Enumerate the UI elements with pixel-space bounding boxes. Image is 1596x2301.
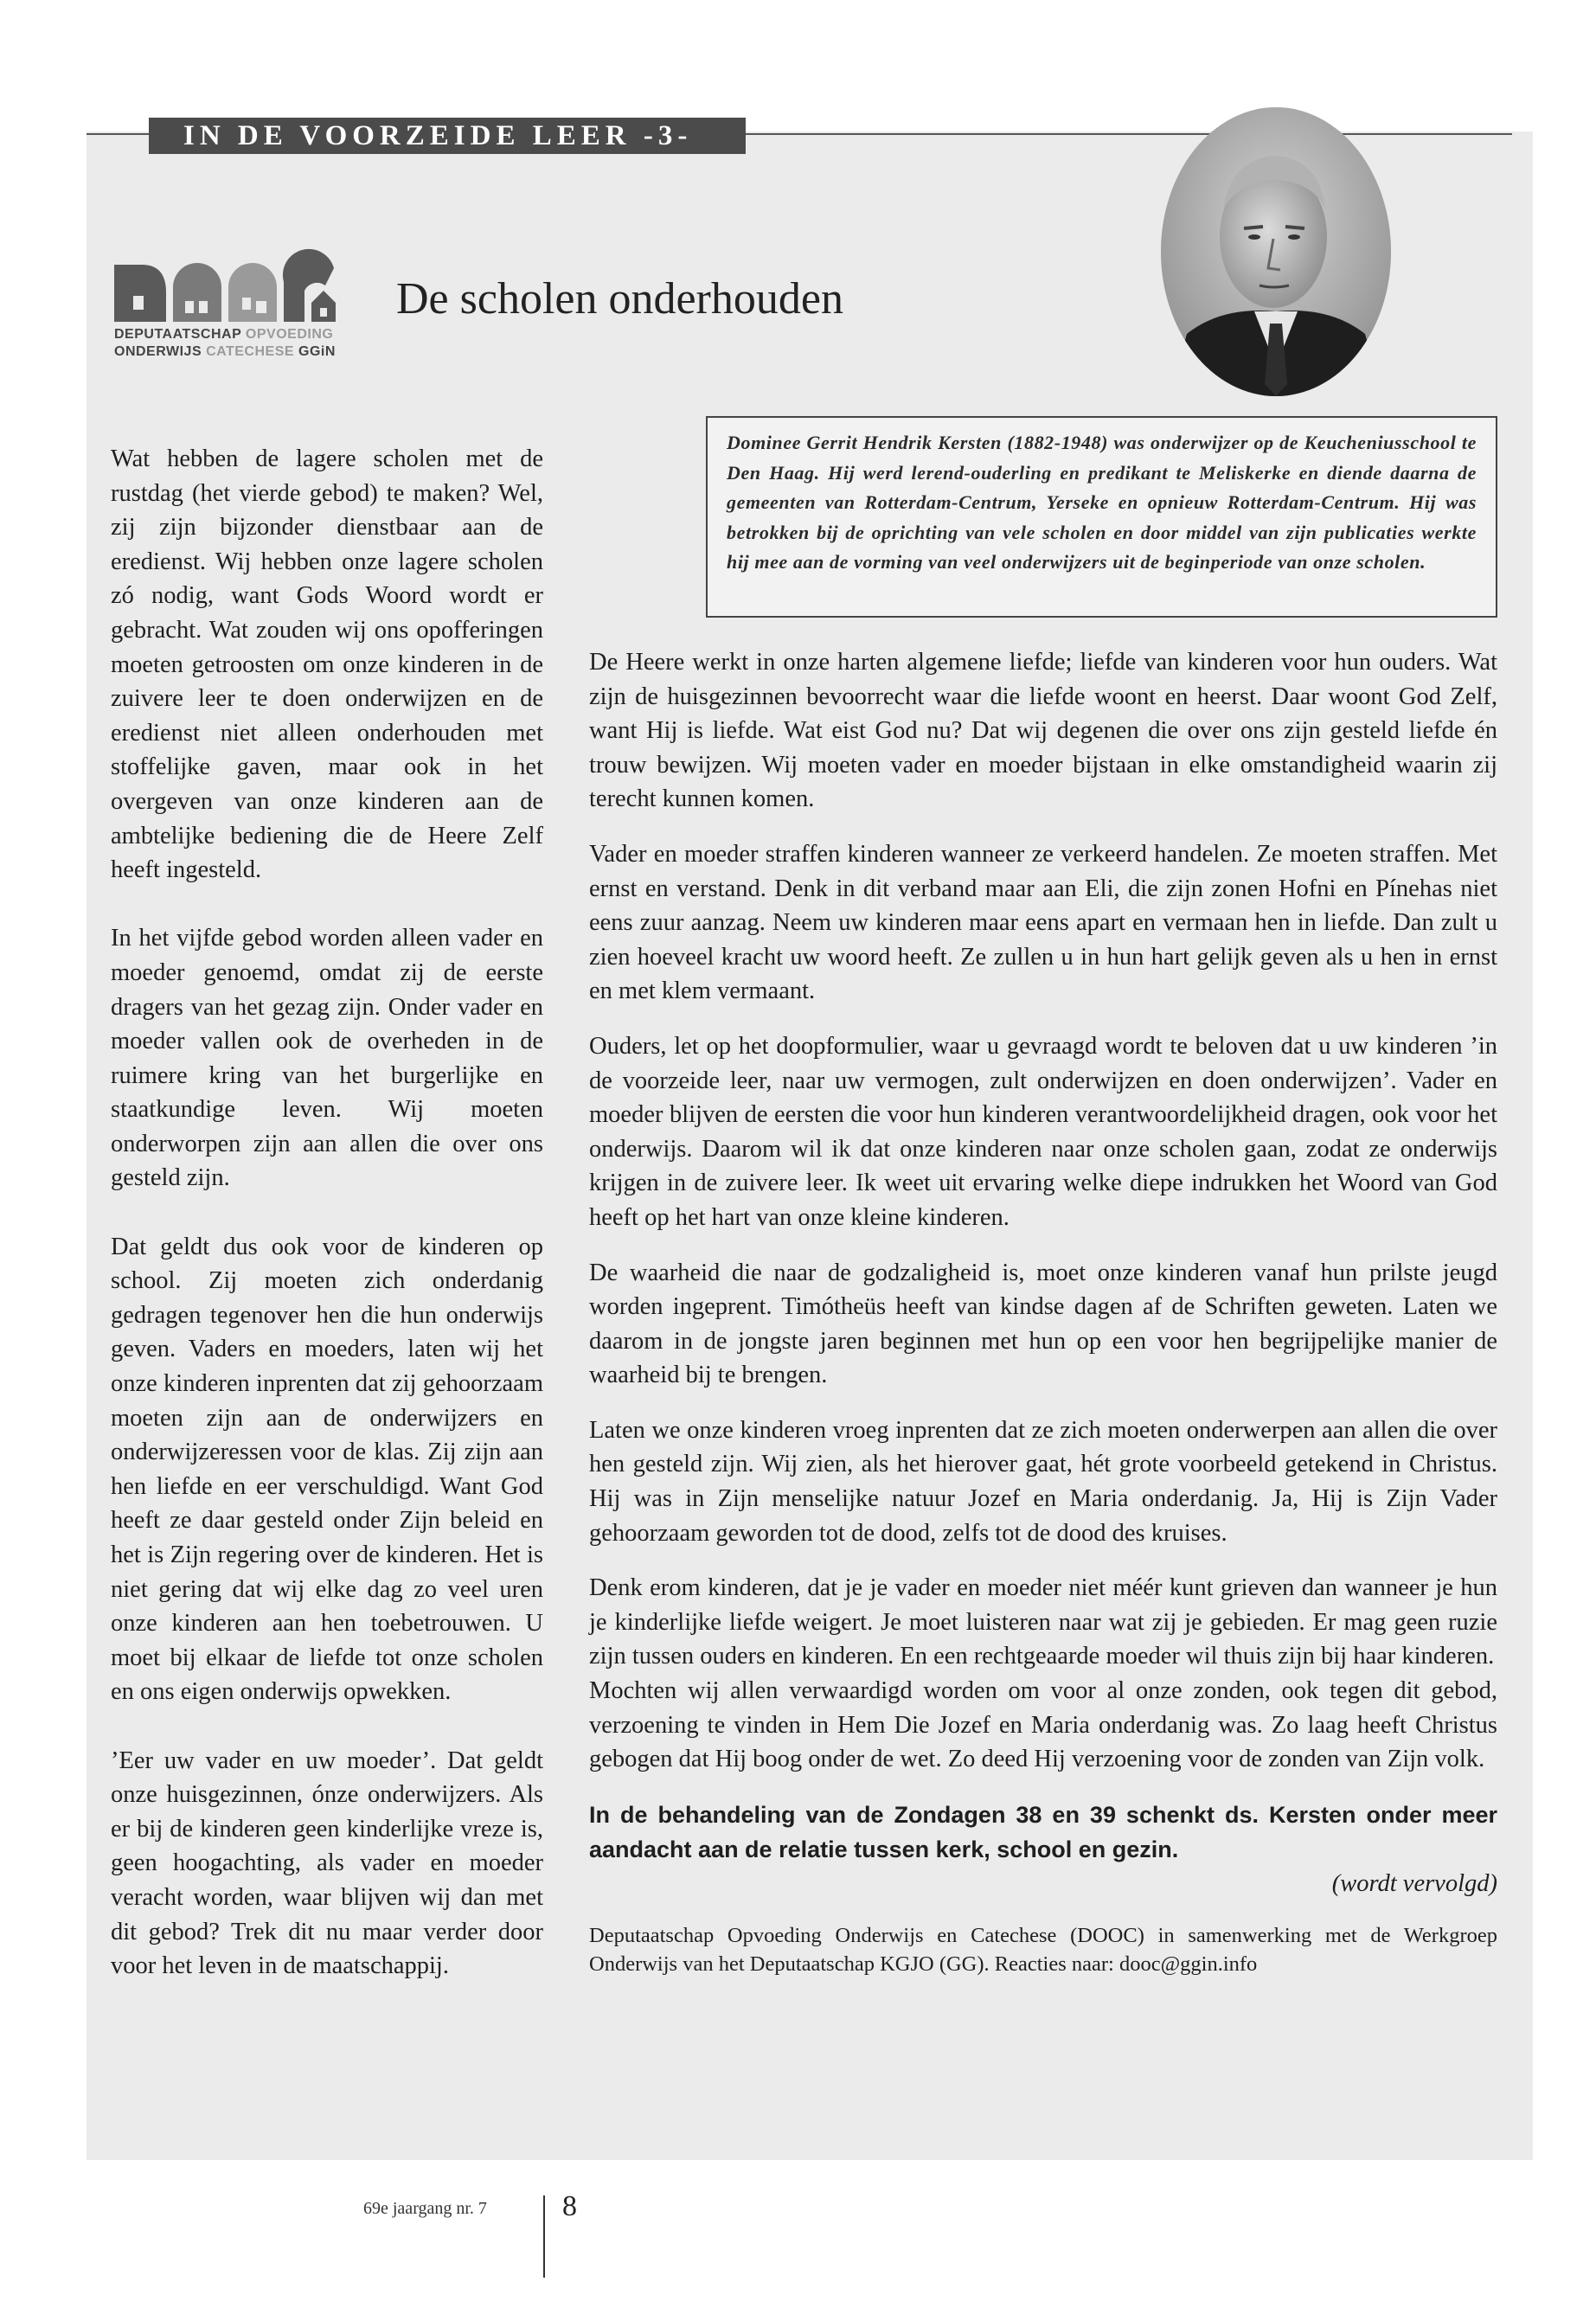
portrait-photo [1161,107,1391,396]
paragraph: Mochten wij allen verwaardigd worden om voor al onze zonden, ook tegen dit gebod, verzoening te vinden in Hem Die Jozef en Maria onderdanig was. Zo laag heeft Christus gebogen dat Hij boog onder de wet. Zo deed Hij verzoening voor de zonden van Zijn volk. [589,1677,1497,1773]
paragraph: Wat hebben de lagere scholen met de rustdag (het vierde gebod) te maken? Wel, zij zijn bijzonder dienstbaar aan de eredienst. Wij hebben onze lagere scholen zó nodig, want Gods Woord wordt er gebracht. Wat zouden wij ons opofferingen moeten getroosten om onze kinderen in de zuivere leer te doen onderwijzen en de eredienst niet alleen onderhouden met stoffelijke gaven, maar ook in het overgeven van onze kinderen aan de ambtelijke bediening die de Heere Zelf heeft ingesteld. [111,445,543,884]
dooc-logo [112,247,355,364]
footer-divider [543,2195,545,2278]
paragraph: De Heere werkt in onze harten algemene liefde; liefde van kinderen voor hun ouders. Wat zijn de huisgezinnen bevoorrecht waar die liefde woont en heerst. Daar woont God Zelf, want Hij is liefde. Wat eist God nu? Dat wij degenen die over ons zijn gesteld liefde én trouw bewijzen. Wij moeten vader en moeder bijstaan in elke omstandigheid waarin zij terecht kunnen komen. [589,649,1497,813]
paragraph: Ouders, let op het doopformulier, waar u gevraagd wordt te beloven dat u uw kinderen ’in de voorzeide leer, naar uw vermogen, zult onderwijzen en doen onderwijzen’. Vader en moeder blijven de eersten die voor hun kinderen verantwoordelijkheid dragen, ook voor het onderwijs. Daarom wil ik dat onze kinderen naar onze scholen gaan, zodat ze onderwijs krijgen in de zuivere leer. Ik weet uit ervaring welke diepe indrukken het Woord van God heeft op het hart van onze kleine kinderen. [589,1032,1497,1231]
bold-note: In de behandeling van de Zondagen 38 en 39 schenkt ds. Kersten onder meer aandacht aan de relatie tussen kerk, school en gezin. [589,1801,1497,1862]
page-number: 8 [562,2190,577,2222]
portrait-image [1161,107,1391,396]
logo-tagline-line2: ONDERWIJS CATECHESE GGiN [114,344,336,359]
paragraph: De waarheid die naar de godzaligheid is, moet onze kinderen vanaf hun prilste jeugd worden ingeprent. Timótheüs heeft van kindse dagen af de Schriften geweten. Laten we daarom in de jongste jaren beginnen met hun op een voor hen begrijpelijke manier de waarheid bij te brengen. [589,1259,1497,1389]
paragraph: Dat geldt dus ook voor de kinderen op school. Zij moeten zich onderdanig gedragen tegenover hen die hun onderwijs geven. Vaders en moeders, laten wij het onze kinderen inprenten dat zij gehoorzaam moeten zijn aan de onderwijzers en onderwijzeressen voor de klas. Zij zijn aan hen liefde en eer verschuldigd. Want God heeft ze daar gesteld onder Zijn beleid en het is Zijn regering over de kinderen. Het is niet gering dat wij elke dag zo veel uren onze kinderen aan hen toebetrouwen. U moet bij elkaar de liefde tot onze scholen en ons eigen onderwijs opwekken. [111,1233,543,1706]
footnote: Deputaatschap Opvoeding Onderwijs en Catechese (DOOC) in samenwerking met de Werkgroep Onderwijs van het Deputaatschap KGJO (GG). Reacties naar: dooc@ggin.info [589,1924,1497,1977]
dooc-logo-icon [112,247,355,325]
paragraph: Laten we onze kinderen vroeg inprenten dat ze zich moeten onderwerpen aan allen die over hen gesteld zijn. Wij zien, als het hierover gaat, hét grote voorbeeld getekend in Christus. Hij was in Zijn menselijke natuur Jozef en Maria onderdanig. Ja, Hij is Zijn Vader gehoorzaam geworden tot de dood, zelfs tot de dood des kruises. [589,1416,1497,1547]
logo-tagline-line1: DEPUTAATSCHAP OPVOEDING [114,327,334,342]
continued-note: (wordt vervolgd) [1331,1869,1497,1897]
paragraph: In het vijfde gebod worden alleen vader en moeder genoemd, omdat zij de eerste dragers van het gezag zijn. Onder vader en moeder vallen ook de overheden in de ruimere kring van het burgerlijke en staatkundige leven. Wij moeten onderworpen zijn aan allen die over ons gesteld zijn. [111,925,543,1192]
left-column [111,442,543,2017]
paragraph: Denk erom kinderen, dat je je vader en moeder niet méér kunt grieven dan wanneer je hun je kinderlijke liefde weigert. Je moet luisteren naar wat zij je gebieden. Er mag geen ruzie zijn tussen ouders en kinderen. En een rechtgeaarde moeder wil thuis zijn bij haar kinderen. [589,1574,1497,1670]
portrait-caption: Dominee Gerrit Hendrik Kersten (1882-1948) was onderwijzer op de Keucheniusschool te Den Haag. Hij werd lerend-ouderling en predikant te Meliskerke en diende daarna de gemeenten van Rotterdam-Centrum, Yerseke en opnieuw Rotterdam-Centrum. Hij was betrokken bij de oprichting van vele scholen en door middel van zijn publicaties werkte hij mee aan de vorming van veel onderwijzers uit de beginperiode van onze scholen. [706,416,1497,618]
series-title: IN DE VOORZEIDE LEER -3- [149,118,746,154]
article-title: De scholen onderhouden [396,274,843,324]
paragraph: Vader en moeder straffen kinderen wanneer ze verkeerd handelen. Ze moeten straffen. Met ernst en verstand. Denk in dit verband maar aan Eli, die zijn zonen Hofni en Pínehas niet eens zuur aanzag. Neem uw kinderen maar eens apart en vermaan hen in liefde. Dan zult u zien hoeveel kracht uw woord heeft. Ze zullen u in hun hart gelijk geven als u hen in ernst en met klem vermaant. [589,840,1497,1005]
paragraph: ’Eer uw vader en uw moeder’. Dat geldt onze huisgezinnen, ónze onderwijzers. Als er bij de kinderen geen kinderlijke vreze is, geen hoogachting, als vader en moeder veracht worden, waar blijven wij dan met dit gebod? Trek dit nu maar verder door voor het leven in de maatschappij. [111,1747,543,1980]
right-column [589,645,1497,1978]
volume-info: 69e jaargang nr. 7 [363,2199,487,2218]
